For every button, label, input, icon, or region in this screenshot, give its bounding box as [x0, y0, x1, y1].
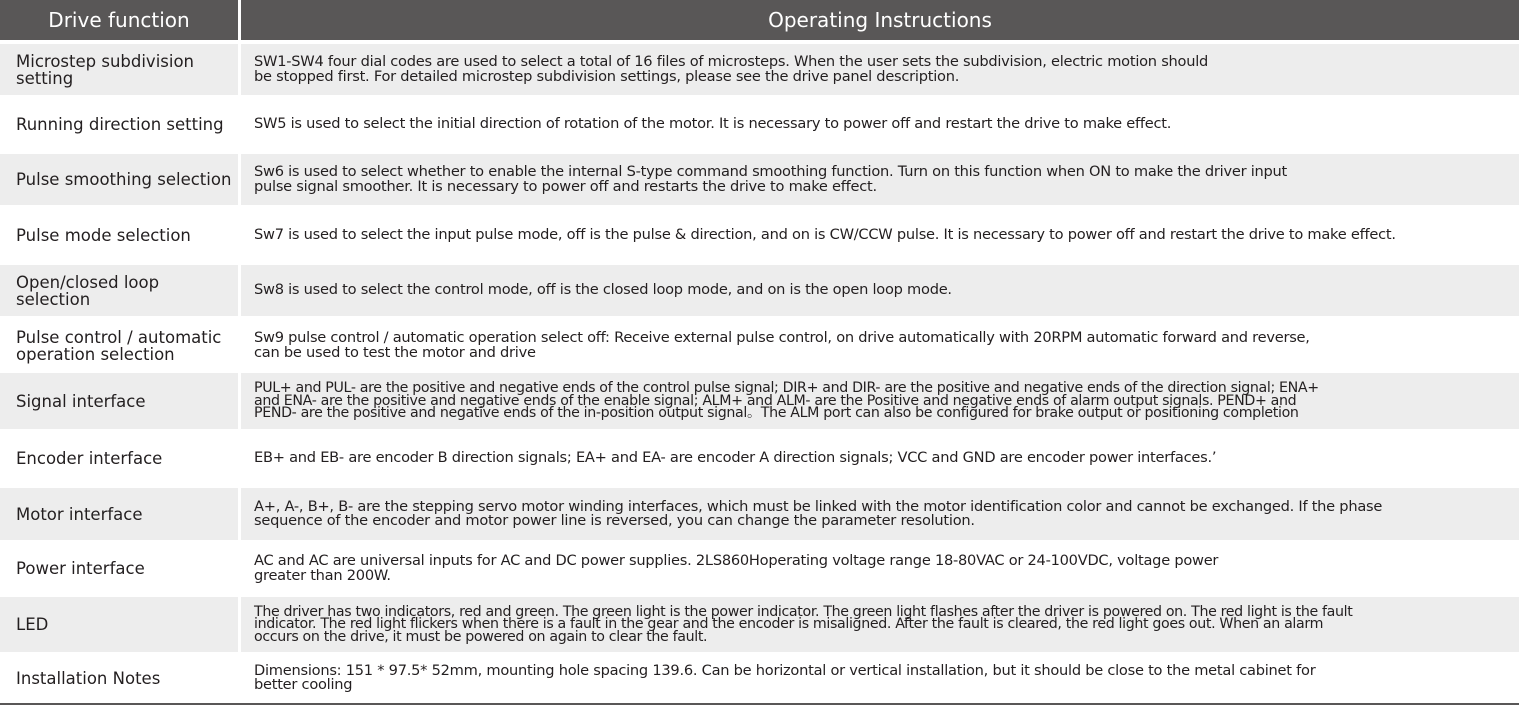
table-bottom-border: [0, 703, 1519, 705]
row-function: Open/closed loop selection: [16, 272, 160, 309]
table-row: [0, 488, 1519, 540]
row-function: Running direction setting: [16, 115, 224, 134]
table-row: [0, 207, 1519, 263]
table-row: [0, 654, 1519, 702]
table-row: [0, 597, 1519, 652]
row-function: Pulse mode selection: [16, 225, 191, 245]
header-drive-function: Drive function: [0, 0, 238, 40]
row-instructions: Sw8 is used to select the control mode, off is the closed loop mode, and on is the open loop mode.: [254, 281, 952, 299]
row-instructions: The driver has two indicators, red and green. The green light is the power indicator. The green light flashes after the driver is powered on. The red light is the fault indicator. The red light flickers when there is a fault in the gear and the encoder is misaligned. After the fault is cleared, the red light goes out. When an alarm occurs on the drive, it must be powered on again to clear the fault.: [254, 603, 1353, 645]
row-instructions: AC and AC are universal inputs for AC and DC power supplies. 2LS860Hoperating voltage range 18-80VAC or 24-100VDC, voltage power greater than 200W.: [254, 552, 1219, 584]
row-function: Pulse control / automatic operation selection: [16, 327, 222, 364]
row-function: Power interface: [16, 559, 145, 578]
row-instructions: Sw6 is used to select whether to enable the internal S-type command smoothing function. Turn on this function when ON to make the driver input pulse signal smoother. It is necessary to power off and restarts the drive to make effect.: [254, 163, 1288, 195]
table-row: [0, 318, 1519, 373]
table-row: [0, 97, 1519, 152]
table-row: [0, 542, 1519, 595]
row-function: Motor interface: [16, 504, 143, 524]
row-instructions: Sw7 is used to select the input pulse mode, off is the pulse & direction, and on is CW/CCW pulse. It is necessary to power off and restart the drive to make effect.: [254, 225, 1396, 243]
row-function: Encoder interface: [16, 449, 163, 468]
row-instructions: PUL+ and PUL- are the positive and negative ends of the control pulse signal; DIR+ and DIR- are the positive and negative ends of the direction signal; ENA+ and ENA- are the positive and negative ends of the enable signal; ALM+ and ALM- are the Positive and negative ends of alarm output signals. PEND+ and PEND- are the positive and negative ends of the in-position output signal。The ALM port can also be configured for brake output or positioning completion: [254, 380, 1319, 422]
row-instructions: Dimensions: 151 * 97.5* 52mm, mounting hole spacing 139.6. Can be horizontal or vertical installation, but it should be close to the metal cabinet for better cooling: [254, 661, 1316, 693]
table-row: [0, 154, 1519, 205]
table-row: [0, 431, 1519, 486]
row-function: Signal interface: [16, 391, 146, 411]
row-instructions: SW1-SW4 four dial codes are used to select a total of 16 files of microsteps. When the user sets the subdivision, electric motion should be stopped first. For detailed microstep subdivision settings, please see the drive panel description.: [254, 53, 1209, 85]
row-instructions: A+, A-, B+, B- are the stepping servo motor winding interfaces, which must be linked with the motor identification color and cannot be exchanged. If the phase sequence of the encoder and motor power line is reversed, you can change the parameter resolution.: [254, 497, 1383, 529]
row-instructions: EB+ and EB- are encoder B direction signals; EA+ and EA- are encoder A direction signals; VCC and GND are encoder power interfaces.’: [254, 449, 1217, 467]
row-instructions: SW5 is used to select the initial direction of rotation of the motor. It is necessary to power off and restart the drive to make effect.: [254, 115, 1172, 133]
row-function: Pulse smoothing selection: [16, 170, 232, 189]
table-row: [0, 373, 1519, 429]
table-row: [0, 265, 1519, 316]
row-instructions: Sw9 pulse control / automatic operation select off: Receive external pulse control, on drive automatically with 20RPM automatic forward and reverse, can be used to test the motor and drive: [254, 329, 1310, 361]
row-function: Microstep subdivision setting: [16, 51, 195, 88]
header-operating-instructions: Operating Instructions: [241, 0, 1519, 40]
table-row: [0, 44, 1519, 95]
row-function: LED: [16, 615, 49, 634]
row-function: Installation Notes: [16, 668, 161, 688]
